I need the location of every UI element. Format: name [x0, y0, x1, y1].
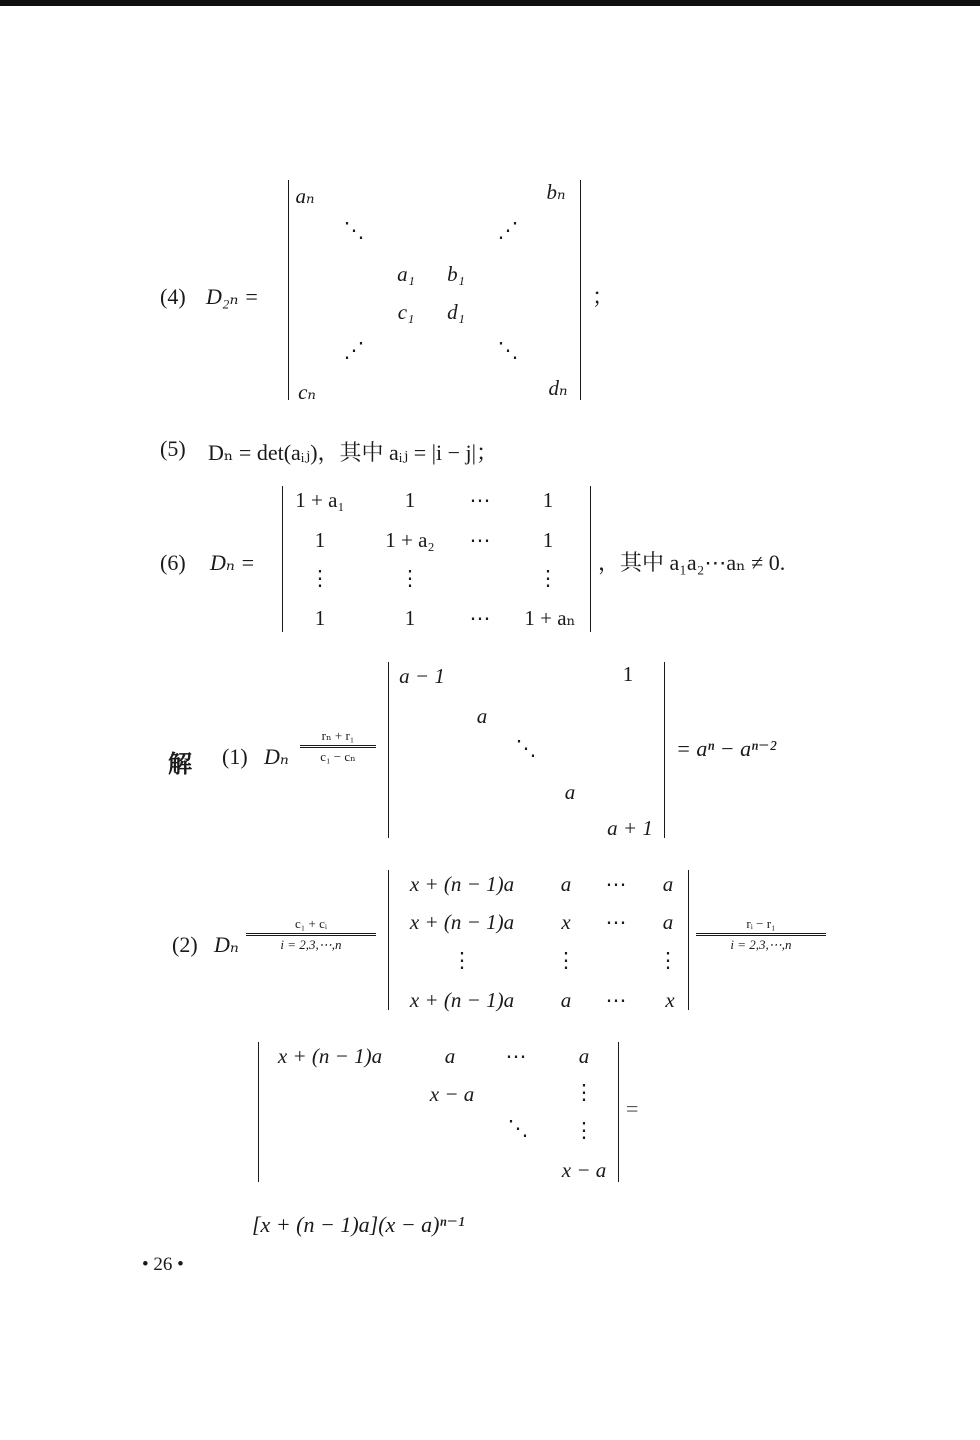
eq6-r4c1: 1: [314, 606, 326, 630]
sol2-m1-r2c3: ⋯: [605, 910, 627, 934]
eq4-bn: bₙ: [546, 180, 566, 204]
eq4-right-bar: [580, 180, 581, 400]
eq4-adots-top: ⋰: [497, 218, 519, 242]
sol2-op2-bottom: i = 2,3,⋯,n: [730, 937, 792, 952]
sol2-m2-r2c2: x − a: [429, 1082, 475, 1106]
eq4-ddots-top: ⋱: [343, 218, 365, 242]
sol2-m2-r1c2: a: [444, 1044, 456, 1068]
sol2-m1-r1c1: x + (n − 1)a: [409, 872, 515, 896]
sol2-operation-2: [696, 916, 826, 953]
sol1-r3: ⋱: [515, 736, 537, 760]
sol2-lhs: Dₙ: [214, 932, 239, 957]
sol2-m1-r4c3: ⋯: [605, 988, 627, 1012]
eq6-r4c4: 1 + aₙ: [524, 606, 576, 630]
eq4-d1: d₁: [447, 300, 465, 324]
sol1-op-bottom: c₁ − cₙ: [320, 749, 356, 764]
sol2-m2-r2c4: ⋮: [573, 1080, 595, 1104]
page-number: • 26 •: [142, 1254, 184, 1275]
eq6-r2c2: 1 + a₂: [385, 528, 435, 552]
eq4-ddots-bottom: ⋱: [497, 338, 519, 362]
eq6-r4c3: ⋯: [469, 606, 491, 630]
eq6-left-bar: [282, 486, 283, 632]
sol1-right-bar: [664, 662, 665, 838]
sol1-operation: [300, 728, 376, 765]
eq4-adots-bottom: ⋰: [343, 338, 365, 362]
eq6-r1c2: 1: [404, 488, 416, 512]
eq6-condition: ，其中 a₁a₂⋯aₙ ≠ 0.: [598, 550, 786, 575]
sol2-m1-left-bar: [388, 870, 389, 1010]
sol1-left-bar: [388, 662, 389, 838]
sol2-m1-r2c4: a: [662, 910, 674, 934]
sol2-m1-r1c2: a: [560, 872, 572, 896]
sol2-operation-1: [246, 916, 376, 953]
eq6-lhs: Dₙ =: [210, 550, 256, 575]
sol1-r4: a: [564, 780, 576, 804]
eq4-a1: a₁: [397, 262, 415, 286]
eq6-r1c3: ⋯: [469, 488, 491, 512]
eq4-cn: cₙ: [298, 380, 316, 404]
sol2-m1-r4c4: x: [665, 988, 675, 1012]
solution-heading: 解: [168, 749, 192, 778]
sol2-m2-r3c4: ⋮: [573, 1118, 595, 1142]
eq4-left-bar: [288, 180, 289, 400]
sol1-op-top: rₙ + r₁: [321, 728, 355, 743]
eq6-r3c4: ⋮: [537, 566, 559, 590]
sol2-result: [x + (n − 1)a](x − a)ⁿ⁻¹: [252, 1212, 465, 1237]
sol2-op2-top: rᵢ − r₁: [746, 916, 776, 931]
eq6-r4c2: 1: [404, 606, 416, 630]
sol2-m1-r4c2: a: [560, 988, 572, 1012]
eq6-r3c1: ⋮: [309, 566, 331, 590]
sol2-m1-right-bar: [688, 870, 689, 1010]
top-rule: [0, 0, 980, 6]
eq4-b1: b₁: [447, 262, 465, 286]
eq4-label: (4): [160, 284, 186, 309]
eq4-an: aₙ: [295, 184, 315, 208]
eq6-r2c4: 1: [542, 528, 554, 552]
eq4-c1: c₁: [397, 300, 415, 324]
sol1-r2: a: [476, 704, 488, 728]
sol2-op1-bottom: i = 2,3,⋯,n: [280, 937, 342, 952]
sol2-op1-top: c₁ + cᵢ: [294, 916, 328, 931]
sol2-m1-r2c1: x + (n − 1)a: [409, 910, 515, 934]
sol1-r5: a + 1: [607, 816, 653, 840]
sol1-rhs: = aⁿ − aⁿ⁻²: [676, 736, 777, 761]
sol2-m1-r3c1: ⋮: [451, 948, 473, 972]
sol1-lhs: Dₙ: [264, 744, 289, 769]
eq6-right-bar: [590, 486, 591, 632]
eq6-r3c2: ⋮: [399, 566, 421, 590]
sol2-m2-right-bar: [618, 1042, 619, 1182]
sol2-m1-r1c4: a: [662, 872, 674, 896]
eq6-r2c3: ⋯: [469, 528, 491, 552]
sol2-m1-r3c2: ⋮: [555, 948, 577, 972]
eq4-lhs: D₂ₙ =: [206, 284, 259, 309]
eq5-text: Dₙ = det(aᵢⱼ)，其中 aᵢⱼ = |i − j|；: [208, 440, 499, 465]
sol2-m1-r3c4: ⋮: [657, 948, 679, 972]
sol2-m2-r1c3: ⋯: [505, 1044, 527, 1068]
eq6-r1c4: 1: [542, 488, 554, 512]
sol1-r1cn: 1: [622, 662, 634, 686]
eq6-r2c1: 1: [314, 528, 326, 552]
sol2-label: (2): [172, 932, 198, 957]
sol2-m1-r1c3: ⋯: [605, 872, 627, 896]
sol2-m2-left-bar: [258, 1042, 259, 1182]
sol2-m2-r1c4: a: [578, 1044, 590, 1068]
sol2-m2-r3c3: ⋱: [507, 1116, 529, 1140]
sol1-label: (1): [222, 744, 248, 769]
sol2-m1-r2c2: x: [561, 910, 571, 934]
sol2-equals: =: [626, 1096, 639, 1121]
eq4-dn: dₙ: [548, 376, 568, 400]
eq6-label: (6): [160, 550, 186, 575]
sol2-m1-r4c1: x + (n − 1)a: [409, 988, 515, 1012]
sol2-m2-r1c1: x + (n − 1)a: [277, 1044, 383, 1068]
eq5-label: (5): [160, 436, 186, 461]
sol2-m2-r4c4: x − a: [561, 1158, 607, 1182]
eq4-semicolon: ；: [592, 285, 615, 310]
sol1-r1c1: a − 1: [399, 664, 445, 688]
eq6-r1c1: 1 + a₁: [295, 488, 345, 512]
